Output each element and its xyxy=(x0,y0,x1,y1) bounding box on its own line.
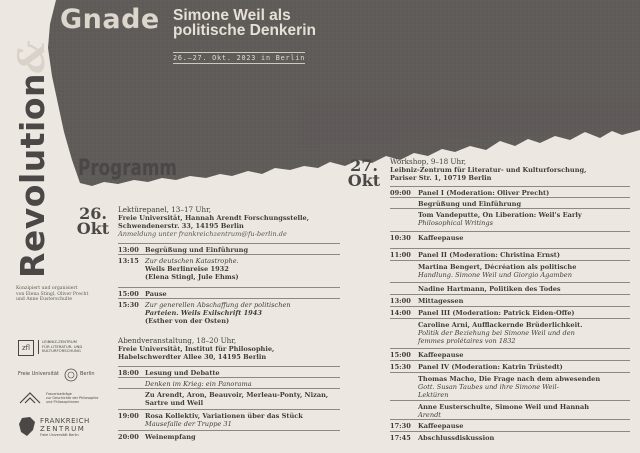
row-line: Anne Eusterschulte, Simone Weil und Hannah xyxy=(418,403,590,411)
table-row xyxy=(118,366,340,377)
france-map-icon xyxy=(18,416,36,438)
row-text: Kaffeepause xyxy=(418,422,464,430)
row-text: Panel II (Moderation: Christina Ernst) xyxy=(418,251,560,259)
row-line: femmes prolétaires von 1832 xyxy=(418,337,516,345)
row-text: Mittagessen xyxy=(418,297,464,305)
fz-line: ZENTRUM xyxy=(40,425,86,433)
table-row xyxy=(390,431,630,442)
row-line: Rosa Kollektiv, Variationen über das Stück xyxy=(145,412,303,420)
row-time: 15:30 xyxy=(390,363,411,371)
fz-line: Freie Universität Berlin xyxy=(40,433,79,437)
credit-line: von Elena Stingl, Oliver Precht xyxy=(16,291,89,297)
table-row xyxy=(390,248,630,259)
session2-venue-2: Habelschwerdter Allee 30, 14195 Berlin xyxy=(118,353,267,361)
row-time: 10:30 xyxy=(390,234,411,242)
row-line: Zur generellen Abschaffung der politischen xyxy=(145,301,291,309)
zfl-line: KULTURFORSCHUNG xyxy=(42,348,81,354)
session1-title: Lektürepanel, 13–17 Uhr, xyxy=(118,205,212,214)
session1-registration: Anmeldung unter frankreichzentrum@fu-berlin.de xyxy=(118,230,287,238)
day1-day: 26. xyxy=(79,204,107,223)
credit-line: Konzipiert und organisiert xyxy=(16,286,78,291)
row-text: Pause xyxy=(145,290,167,298)
fpf-text xyxy=(46,392,106,405)
row-time: 11:00 xyxy=(390,251,411,259)
row-line: Gott. Susan Taubes und ihre Simone Weil- xyxy=(418,383,559,391)
fpf-line: zur Geschichte der Philosophie xyxy=(46,396,99,401)
event-dates: 26.–27. Okt. 2023 in Berlin xyxy=(173,54,306,62)
row-text: Kaffeepause xyxy=(418,351,464,359)
subtitle-line-1: Simone Weil als xyxy=(173,7,291,24)
row-time: 17:30 xyxy=(390,422,411,430)
row-line: Zu Arendt, Aron, Beauvoir, Merleau-Ponty, Nizan, xyxy=(145,391,329,399)
table-row xyxy=(118,298,340,325)
row-time: 15:00 xyxy=(118,290,139,298)
day1-session1 xyxy=(118,205,340,238)
table-row xyxy=(390,372,630,399)
programm-heading: Programm xyxy=(78,156,177,181)
row-text xyxy=(418,263,576,279)
row-line: Philosophical Writings xyxy=(418,219,493,227)
credit-line: und Anne Eusterschulte xyxy=(16,297,73,302)
row-line: Tom Vandeputte, On Liberation: Weil's Early xyxy=(418,211,582,219)
row-line: (Elena Stingl, Jule Ehms) xyxy=(145,273,239,281)
row-text: Weinempfang xyxy=(145,433,196,441)
vertical-title xyxy=(11,39,53,278)
subtitle-line-2: politische Denkerin xyxy=(173,22,316,39)
session1-venue-1: Freie Universität, Hannah Arendt Forschungsstelle, xyxy=(118,214,310,222)
table-row xyxy=(390,260,630,279)
table-row xyxy=(118,388,340,407)
table-row xyxy=(390,282,630,293)
day1-date xyxy=(76,206,110,236)
fu-text: Freie Universität xyxy=(18,371,59,377)
row-text: Panel III (Moderation: Patrick Eiden-Offe) xyxy=(418,309,575,317)
row-time: 18:00 xyxy=(118,369,139,377)
fz-line: FRANKREICH xyxy=(40,417,90,425)
row-text xyxy=(418,403,589,419)
row-line: Handlung. Simone Weil und Giorgio Agamben xyxy=(418,271,572,279)
table-row xyxy=(118,430,340,441)
row-text: Lesung und Debatte xyxy=(145,369,220,377)
row-text xyxy=(418,321,582,345)
session2-title: Abendveranstaltung, 18–20 Uhr, xyxy=(118,336,237,345)
organizer-credit xyxy=(16,286,106,303)
row-line: Caroline Arni, Aufflackernde Brüderlichkeit. xyxy=(418,321,583,329)
row-text: Begrüßung und Einführung xyxy=(418,200,522,208)
row-line: Mausefalle der Truppe 31 xyxy=(145,420,232,428)
fpf-line: und Philosophinnen xyxy=(46,400,80,405)
row-line: Zur deutschen Katastrophe. xyxy=(145,257,239,265)
table-row xyxy=(390,348,630,359)
table-row xyxy=(390,360,630,371)
row-text: Begrüßung und Einführung xyxy=(145,246,249,254)
table-row xyxy=(118,243,340,254)
row-text: Abschlussdiskussion xyxy=(418,434,495,442)
row-time: 15:00 xyxy=(390,351,411,359)
row-line: Parteien. Weils Exilschrift 1943 xyxy=(145,309,262,317)
row-time: 13:15 xyxy=(118,257,139,265)
day2-header xyxy=(390,157,630,182)
day1-session2 xyxy=(118,336,340,361)
session1-venue-2: Schwendenerstr. 33, 14195 Berlin xyxy=(118,222,244,230)
day2-month: Okt xyxy=(347,171,381,190)
row-text xyxy=(418,375,600,399)
row-text: Panel IV (Moderation: Katrin Trüstedt) xyxy=(418,363,563,371)
fpf-line: Frauenbeiträge xyxy=(46,392,72,396)
row-line: Lektüren xyxy=(418,391,449,399)
row-time: 14:00 xyxy=(390,309,411,317)
row-text xyxy=(145,412,303,428)
title-word-revolution: Revolution xyxy=(13,72,52,278)
row-text xyxy=(145,391,328,407)
day1-session1-table xyxy=(118,243,340,333)
session2-venue-1: Freie Universität, Institut für Philosophie, xyxy=(118,345,275,353)
table-row xyxy=(118,377,340,388)
row-text xyxy=(145,301,291,325)
day2-table xyxy=(390,186,630,448)
title-word-gnade: Gnade xyxy=(60,4,160,35)
row-line: Sartre und Weil xyxy=(145,399,204,407)
zfl-line: FÜR LITERATUR- UND xyxy=(42,343,83,349)
table-row xyxy=(390,400,630,419)
zfl-text xyxy=(38,340,112,354)
row-text xyxy=(418,211,582,227)
table-row xyxy=(390,208,630,227)
day1-session2-table xyxy=(118,366,340,452)
row-time: 20:00 xyxy=(118,433,139,441)
fu-berlin-logo xyxy=(18,368,103,382)
day1-month: Okt xyxy=(76,219,110,238)
row-time: 09:00 xyxy=(390,189,411,197)
table-row xyxy=(390,294,630,305)
zfl-line: LEIBNIZ-ZENTRUM xyxy=(42,339,77,344)
row-time: 13:00 xyxy=(118,246,139,254)
row-time: 15:30 xyxy=(118,301,139,309)
row-line: Thomas Macho, Die Frage nach dem abwesenden xyxy=(418,375,601,383)
day2-venue-1: Leibniz-Zentrum für Literatur- und Kulturforschung, xyxy=(390,166,587,174)
day2-date xyxy=(346,158,382,188)
row-time: 13:00 xyxy=(390,297,411,305)
feather-icon xyxy=(18,391,42,405)
subtitle xyxy=(173,8,333,38)
table-row xyxy=(390,318,630,345)
title-ampersand: & xyxy=(11,39,53,73)
day2-title: Workshop, 9–18 Uhr, xyxy=(390,157,467,166)
row-text: Panel I (Moderation: Oliver Precht) xyxy=(418,189,550,197)
table-row xyxy=(390,419,630,430)
table-row xyxy=(118,409,340,428)
table-row xyxy=(118,287,340,298)
fu-city: Berlin xyxy=(80,371,95,377)
table-row xyxy=(390,231,630,242)
row-time: 17:45 xyxy=(390,434,411,442)
table-row xyxy=(390,306,630,317)
day2-venue-2: Pariser Str. 1, 10719 Berlin xyxy=(390,174,492,182)
row-line: Martina Bengert, Décréation als politische xyxy=(418,263,577,271)
day2-day: 27. xyxy=(350,156,378,175)
table-row xyxy=(390,197,630,208)
table-row xyxy=(390,186,630,197)
row-text: Denken im Krieg: ein Panorama xyxy=(145,380,252,388)
row-text xyxy=(145,257,239,281)
zfl-abbr: zfl xyxy=(18,340,34,356)
row-time: 19:00 xyxy=(118,412,139,420)
row-line: Weils Berlinreise 1932 xyxy=(145,265,229,273)
row-line: Politik der Beziehung bei Simone Weil und den xyxy=(418,329,575,337)
row-line: (Esther von der Osten) xyxy=(145,317,230,325)
fz-text xyxy=(40,417,100,437)
row-text: Nadine Hartmann, Politiken des Todes xyxy=(418,285,561,293)
fu-seal-icon xyxy=(64,368,78,382)
row-line: Arendt xyxy=(418,411,441,419)
table-row xyxy=(118,254,340,281)
row-text: Kaffeepause xyxy=(418,234,464,242)
